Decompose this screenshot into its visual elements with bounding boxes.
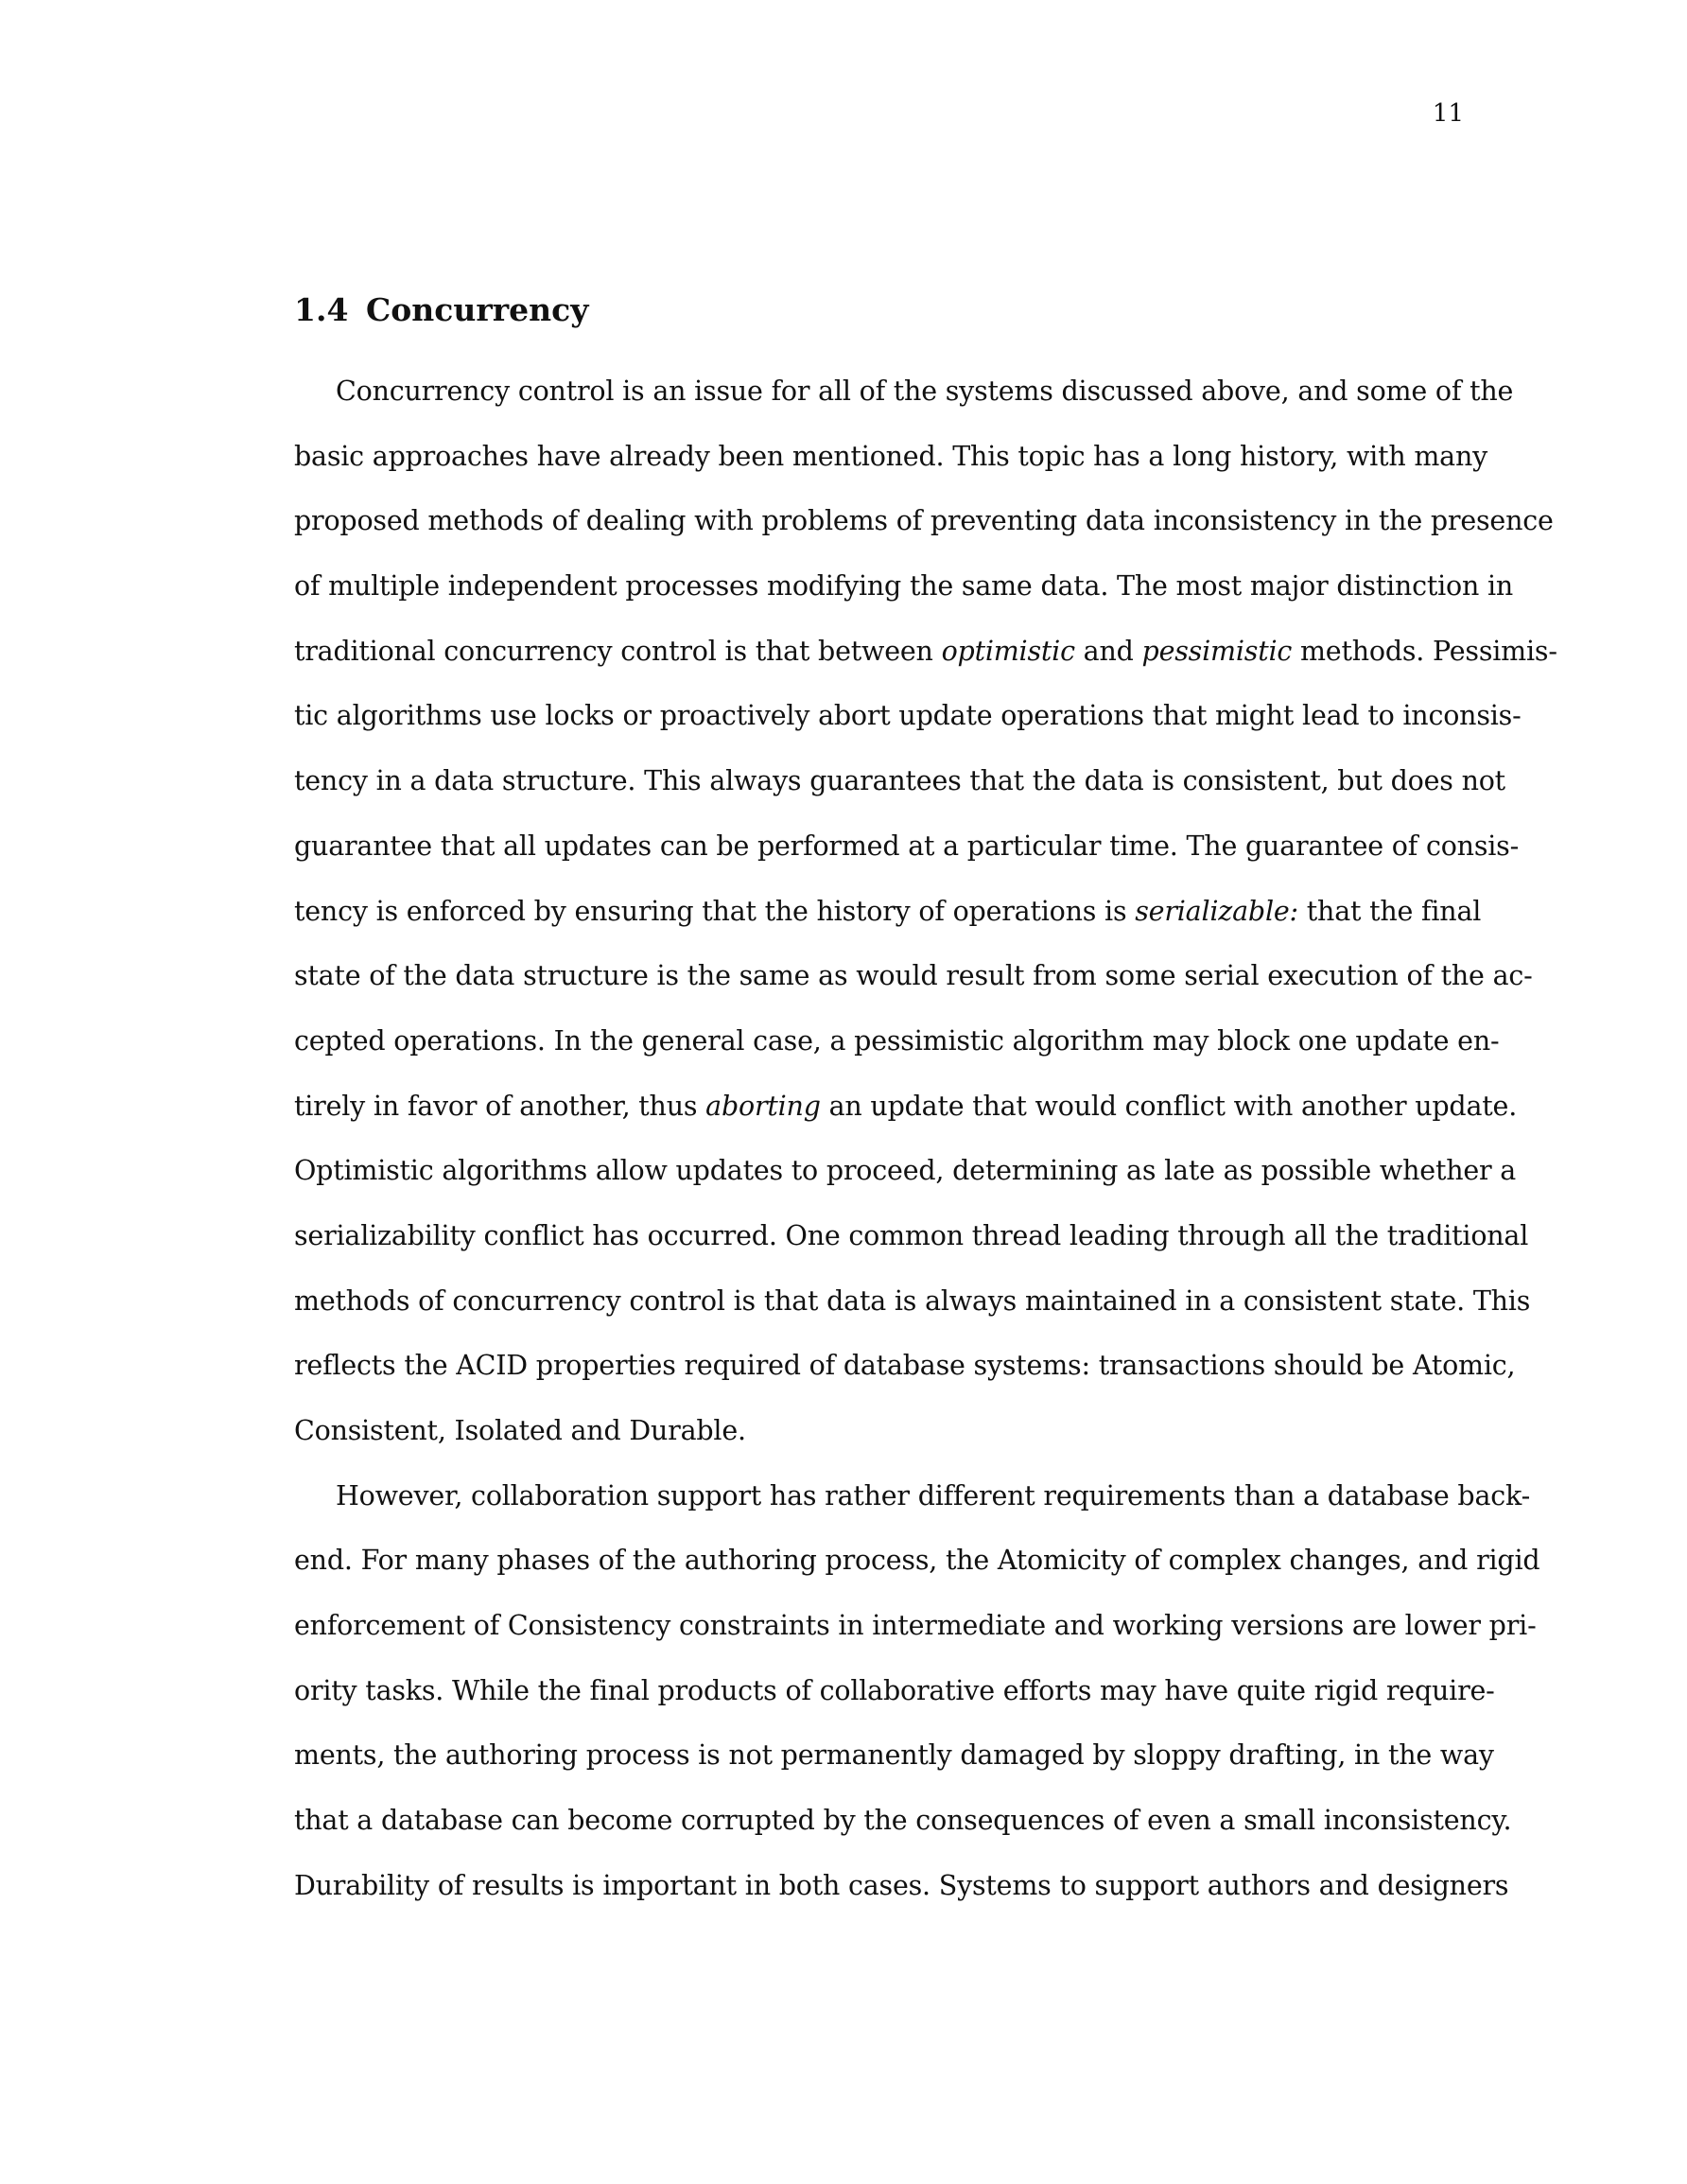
text-line: ority tasks. While the final products of collaborative efforts may have quite rigid require- [294,1674,1495,1706]
text-segment: tency is enforced by ensuring that the history of operations is [294,895,1136,927]
text-segment: and [1074,635,1142,667]
text-segment: methods. Pessimis- [1292,635,1557,667]
text-line [294,1075,1518,1140]
paragraph [294,1464,1540,1919]
body-text [294,359,1557,1919]
section-number: 1.4 [294,291,349,328]
emphasized-term: optimistic [941,635,1075,667]
text-line [294,880,1482,945]
page-content [294,284,1557,1919]
text-line: end. For many phases of the authoring process, the Atomicity of complex changes, and rigid [294,1545,1540,1577]
text-line: However, collaboration support has rather different requirements than a database back- [336,1479,1531,1511]
text-line: Consistent, Isolated and Durable. [294,1415,746,1446]
text-segment: an update that would conflict with another update. [820,1090,1518,1122]
text-line: basic approaches have already been mentioned. This topic has a long history, with many [294,440,1488,472]
text-line: serializability conflict has occurred. One common thread leading through all the traditional [294,1219,1529,1251]
section-heading [294,284,1452,337]
text-line: reflects the ACID properties required of database systems: transactions should be Atomic, [294,1350,1516,1382]
section-title: Concurrency [366,291,589,328]
text-line: tic algorithms use locks or proactively abort update operations that might lead to inconsis- [294,700,1522,732]
text-line: ments, the authoring process is not permanently damaged by sloppy drafting, in the way [294,1739,1494,1772]
paragraph [294,359,1557,1464]
text-line: Durability of results is important in both cases. Systems to support authors and designers [294,1869,1509,1901]
text-line: methods of concurrency control is that data is always maintained in a consistent state. This [294,1284,1531,1317]
emphasized-term: pessimistic [1141,635,1293,667]
text-line: enforcement of Consistency constraints in intermediate and working versions are lower pri- [294,1610,1537,1642]
text-line: of multiple independent processes modifying the same data. The most major distinction in [294,570,1514,603]
text-line: that a database can become corrupted by the consequences of even a small inconsistency. [294,1805,1512,1837]
text-line: guarantee that all updates can be performed at a particular time. The guarantee of consis- [294,830,1520,862]
text-line [294,620,1557,685]
text-line: cepted operations. In the general case, a pessimistic algorithm may block one update en- [294,1024,1500,1057]
text-segment: tirely in favor of another, thus [294,1090,706,1122]
emphasized-term: aborting [705,1090,821,1122]
text-line: Optimistic algorithms allow updates to proceed, determining as late as possible whether a [294,1155,1517,1187]
emphasized-term: serializable: [1135,895,1298,927]
text-line: Concurrency control is an issue for all of the systems discussed above, and some of the [336,376,1514,407]
text-segment: that the final [1297,895,1482,927]
text-segment: traditional concurrency control is that between [294,635,942,667]
page-number: 11 [1432,99,1464,128]
text-line: tency in a data structure. This always guarantees that the data is consistent, but does not [294,765,1505,797]
text-line: state of the data structure is the same as would result from some serial execution of the ac- [294,960,1533,992]
text-line: proposed methods of dealing with problems of preventing data inconsistency in the presence [294,505,1554,537]
